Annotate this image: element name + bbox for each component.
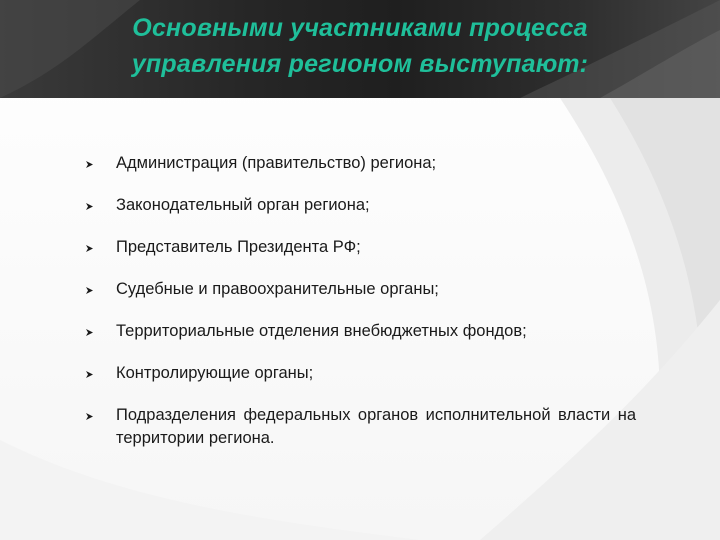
list-item — [86, 404, 636, 450]
list-item — [86, 320, 636, 343]
list-item — [86, 152, 636, 175]
arrowhead-bullet-icon — [86, 371, 93, 378]
slide-title-line: управления регионом выступают: — [131, 50, 589, 78]
list-item — [86, 362, 636, 385]
list-item — [86, 194, 636, 217]
list-item — [86, 278, 636, 301]
arrowhead-bullet-icon — [86, 245, 93, 252]
arrowhead-bullet-icon — [86, 329, 93, 336]
arrowhead-bullet-icon — [86, 413, 93, 420]
slide-title — [20, 10, 700, 82]
list-item — [86, 236, 636, 259]
arrowhead-bullet-icon — [86, 203, 93, 210]
title-banner — [0, 0, 720, 98]
arrowhead-bullet-icon — [86, 161, 93, 168]
arrowhead-bullet-icon — [86, 287, 93, 294]
participants-list — [86, 152, 636, 469]
slide-title-line: Основными участниками процесса — [132, 14, 588, 42]
list-item-text: Контролирующие органы; — [116, 364, 314, 382]
list-item-text: Судебные и правоохранительные органы; — [116, 280, 439, 298]
list-item-text: Подразделения федеральных органов исполнительной власти на территории региона. — [116, 406, 636, 447]
list-item-text: Представитель Президента РФ; — [116, 238, 361, 256]
list-item-text: Территориальные отделения внебюджетных фондов; — [116, 322, 527, 340]
list-item-text: Администрация (правительство) региона; — [116, 154, 437, 172]
list-item-text: Законодательный орган региона; — [116, 196, 370, 214]
